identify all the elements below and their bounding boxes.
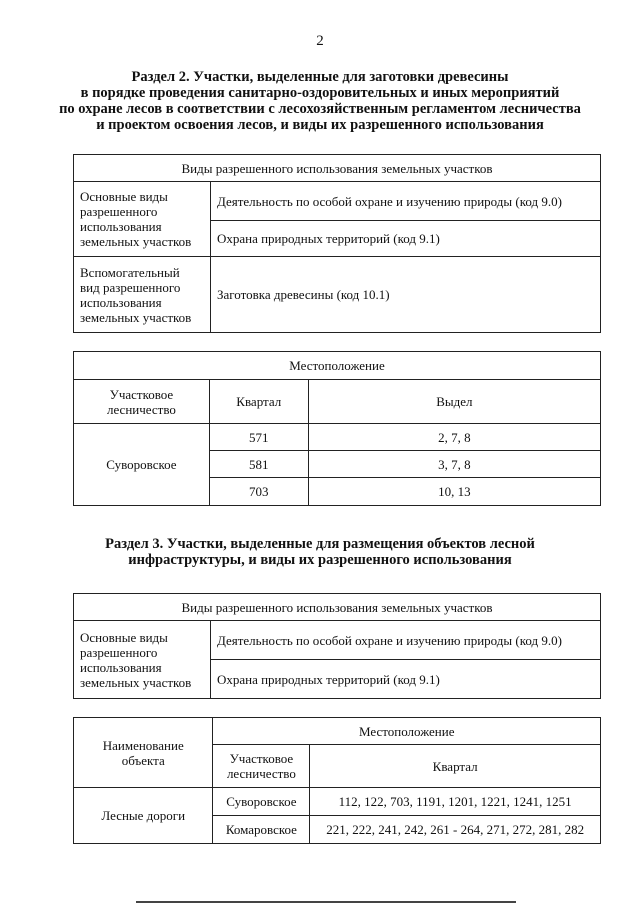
main-use-value: Деятельность по особой охране и изучению природы (код 9.0) [210, 621, 600, 660]
main-uses-label: Основные виды разрешенного использования земельных участков [74, 182, 211, 257]
section3-use-table [73, 593, 601, 699]
quarter-cell: 571 [209, 424, 308, 451]
quarter-list-cell: 221, 222, 241, 242, 261 - 264, 271, 272, 281, 282 [310, 816, 601, 844]
page-number: 2 [316, 33, 324, 49]
section2-use-table [73, 154, 601, 333]
forestry-cell: Комаровское [213, 816, 310, 844]
section3-title-line: инфраструктуры, и виды их разрешенного использования [128, 552, 512, 568]
allotment-cell: 10, 13 [308, 478, 600, 506]
quarter-cell: 581 [209, 451, 308, 478]
section2-title-line: и проектом освоения лесов, и виды их разрешенного использования [96, 117, 544, 133]
aux-use-label: Вспомогательный вид разрешенного использования земельных участков [74, 257, 211, 333]
section2-title-line: Раздел 2. Участки, выделенные для заготовки древесины [131, 69, 509, 85]
main-use-value: Деятельность по особой охране и изучению природы (код 9.0) [210, 182, 600, 221]
object-column-header: Наименование объекта [74, 718, 213, 788]
quarter-cell: 703 [209, 478, 308, 506]
quarter-list-cell: 112, 122, 703, 1191, 1201, 1221, 1241, 1251 [310, 788, 601, 816]
aux-use-value: Заготовка древесины (код 10.1) [210, 257, 600, 333]
section2-title [40, 69, 600, 133]
location-header: Местоположение [74, 352, 601, 380]
main-use-value: Охрана природных территорий (код 9.1) [210, 660, 600, 699]
section2-title-line: по охране лесов в соответствии с лесохозяйственным регламентом лесничества [59, 101, 581, 117]
main-uses-label: Основные виды разрешенного использования земельных участков [74, 621, 211, 699]
main-use-value: Охрана природных территорий (код 9.1) [210, 221, 600, 257]
forestry-column-header: Участковое лесничество [213, 745, 310, 788]
use-table-header: Виды разрешенного использования земельных участков [74, 594, 601, 621]
quarter-column-header: Квартал [310, 745, 601, 788]
location-header: Местоположение [213, 718, 601, 745]
forestry-cell: Суворовское [213, 788, 310, 816]
use-table-header: Виды разрешенного использования земельных участков [74, 155, 601, 182]
section3-title-line: Раздел 3. Участки, выделенные для размещения объектов лесной [105, 536, 535, 552]
section3-objects-table [73, 717, 601, 844]
allotment-cell: 2, 7, 8 [308, 424, 600, 451]
allotment-column-header: Выдел [308, 380, 600, 424]
scan-edge-line [136, 901, 516, 903]
object-cell: Лесные дороги [74, 788, 213, 844]
section2-title-line: в порядке проведения санитарно-оздоровительных и иных мероприятий [80, 85, 560, 101]
allotment-cell: 3, 7, 8 [308, 451, 600, 478]
section3-title [40, 536, 600, 568]
quarter-column-header: Квартал [209, 380, 308, 424]
forestry-column-header: Участковое лесничество [74, 380, 210, 424]
forestry-cell: Суворовское [74, 424, 210, 506]
section2-location-table [73, 351, 601, 506]
